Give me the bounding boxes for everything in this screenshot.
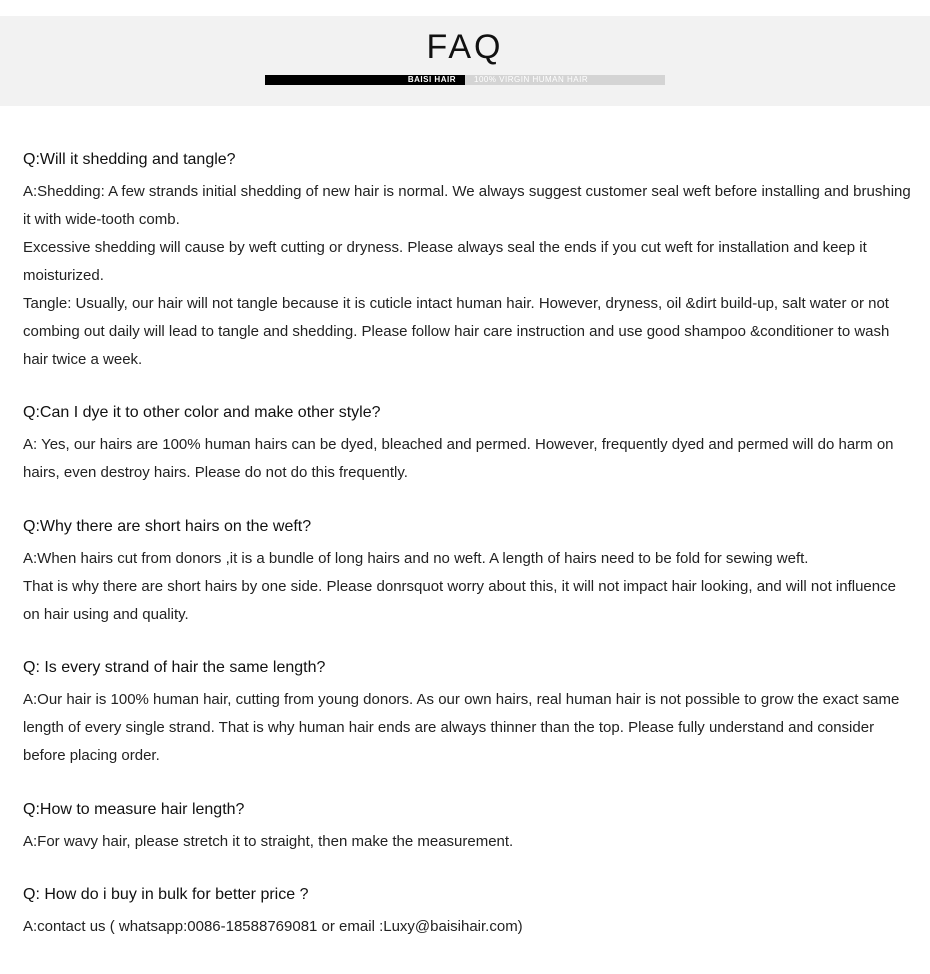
page-title: FAQ <box>426 28 504 66</box>
faq-answer: Tangle: Usually, our hair will not tangle because it is cuticle intact human hair. However, dryness, oil &dirt build-up, salt water or not combing out daily will lead to tangle and shedding. Please follow hair care instruction and use good shampoo &conditioner to wash hair twice a week. <box>23 295 890 368</box>
faq-question: Q:How to measure hair length? <box>23 801 245 818</box>
faq-item <box>23 517 912 629</box>
faq-question: Q: How do i buy in bulk for better price ? <box>23 886 309 903</box>
faq-item <box>23 150 912 374</box>
faq-question: Q: Is every strand of hair the same length? <box>23 659 326 676</box>
faq-answer: A:Our hair is 100% human hair, cutting from young donors. As our own hairs, real human hair is not possible to grow the exact same length of every single strand. That is why human hair ends are always thinner than the top. Please fully understand and consider before placing order. <box>23 691 900 764</box>
faq-answer: That is why there are short hairs by one side. Please donrsquot worry about this, it will not impact hair looking, and will not influence on hair using and quality. <box>23 578 896 623</box>
faq-answer: A:contact us ( whatsapp:0086-18588769081 or email :Luxy@baisihair.com) <box>23 918 523 935</box>
faq-answer: A:Shedding: A few strands initial shedding of new hair is normal. We always suggest customer seal weft before installing and brushing it with wide-tooth comb. <box>23 183 911 228</box>
faq-item <box>23 403 912 487</box>
brand-banner <box>265 75 665 85</box>
faq-answer: A: Yes, our hairs are 100% human hairs can be dyed, bleached and permed. However, frequently dyed and permed will do harm on hairs, even destroy hairs. Please do not do this frequently. <box>23 436 894 481</box>
banner-tagline-label: 100% VIRGIN HUMAN HAIR <box>465 75 665 85</box>
faq-item <box>23 885 912 941</box>
faq-item <box>23 800 912 856</box>
faq-item <box>23 658 912 770</box>
faq-question: Q:Why there are short hairs on the weft? <box>23 518 312 535</box>
faq-list <box>0 150 930 941</box>
faq-question: Q:Will it shedding and tangle? <box>23 151 236 168</box>
faq-answer: Excessive shedding will cause by weft cutting or dryness. Please always seal the ends if you cut weft for installation and keep it moisturized. <box>23 239 867 284</box>
faq-answer: A:For wavy hair, please stretch it to straight, then make the measurement. <box>23 833 514 850</box>
faq-header <box>0 16 930 106</box>
top-spacer <box>0 0 930 16</box>
faq-answer: A:When hairs cut from donors ,it is a bundle of long hairs and no weft. A length of hairs need to be fold for sewing weft. <box>23 550 809 567</box>
banner-brand-label: BAISI HAIR <box>265 75 465 85</box>
faq-question: Q:Can I dye it to other color and make other style? <box>23 404 381 421</box>
